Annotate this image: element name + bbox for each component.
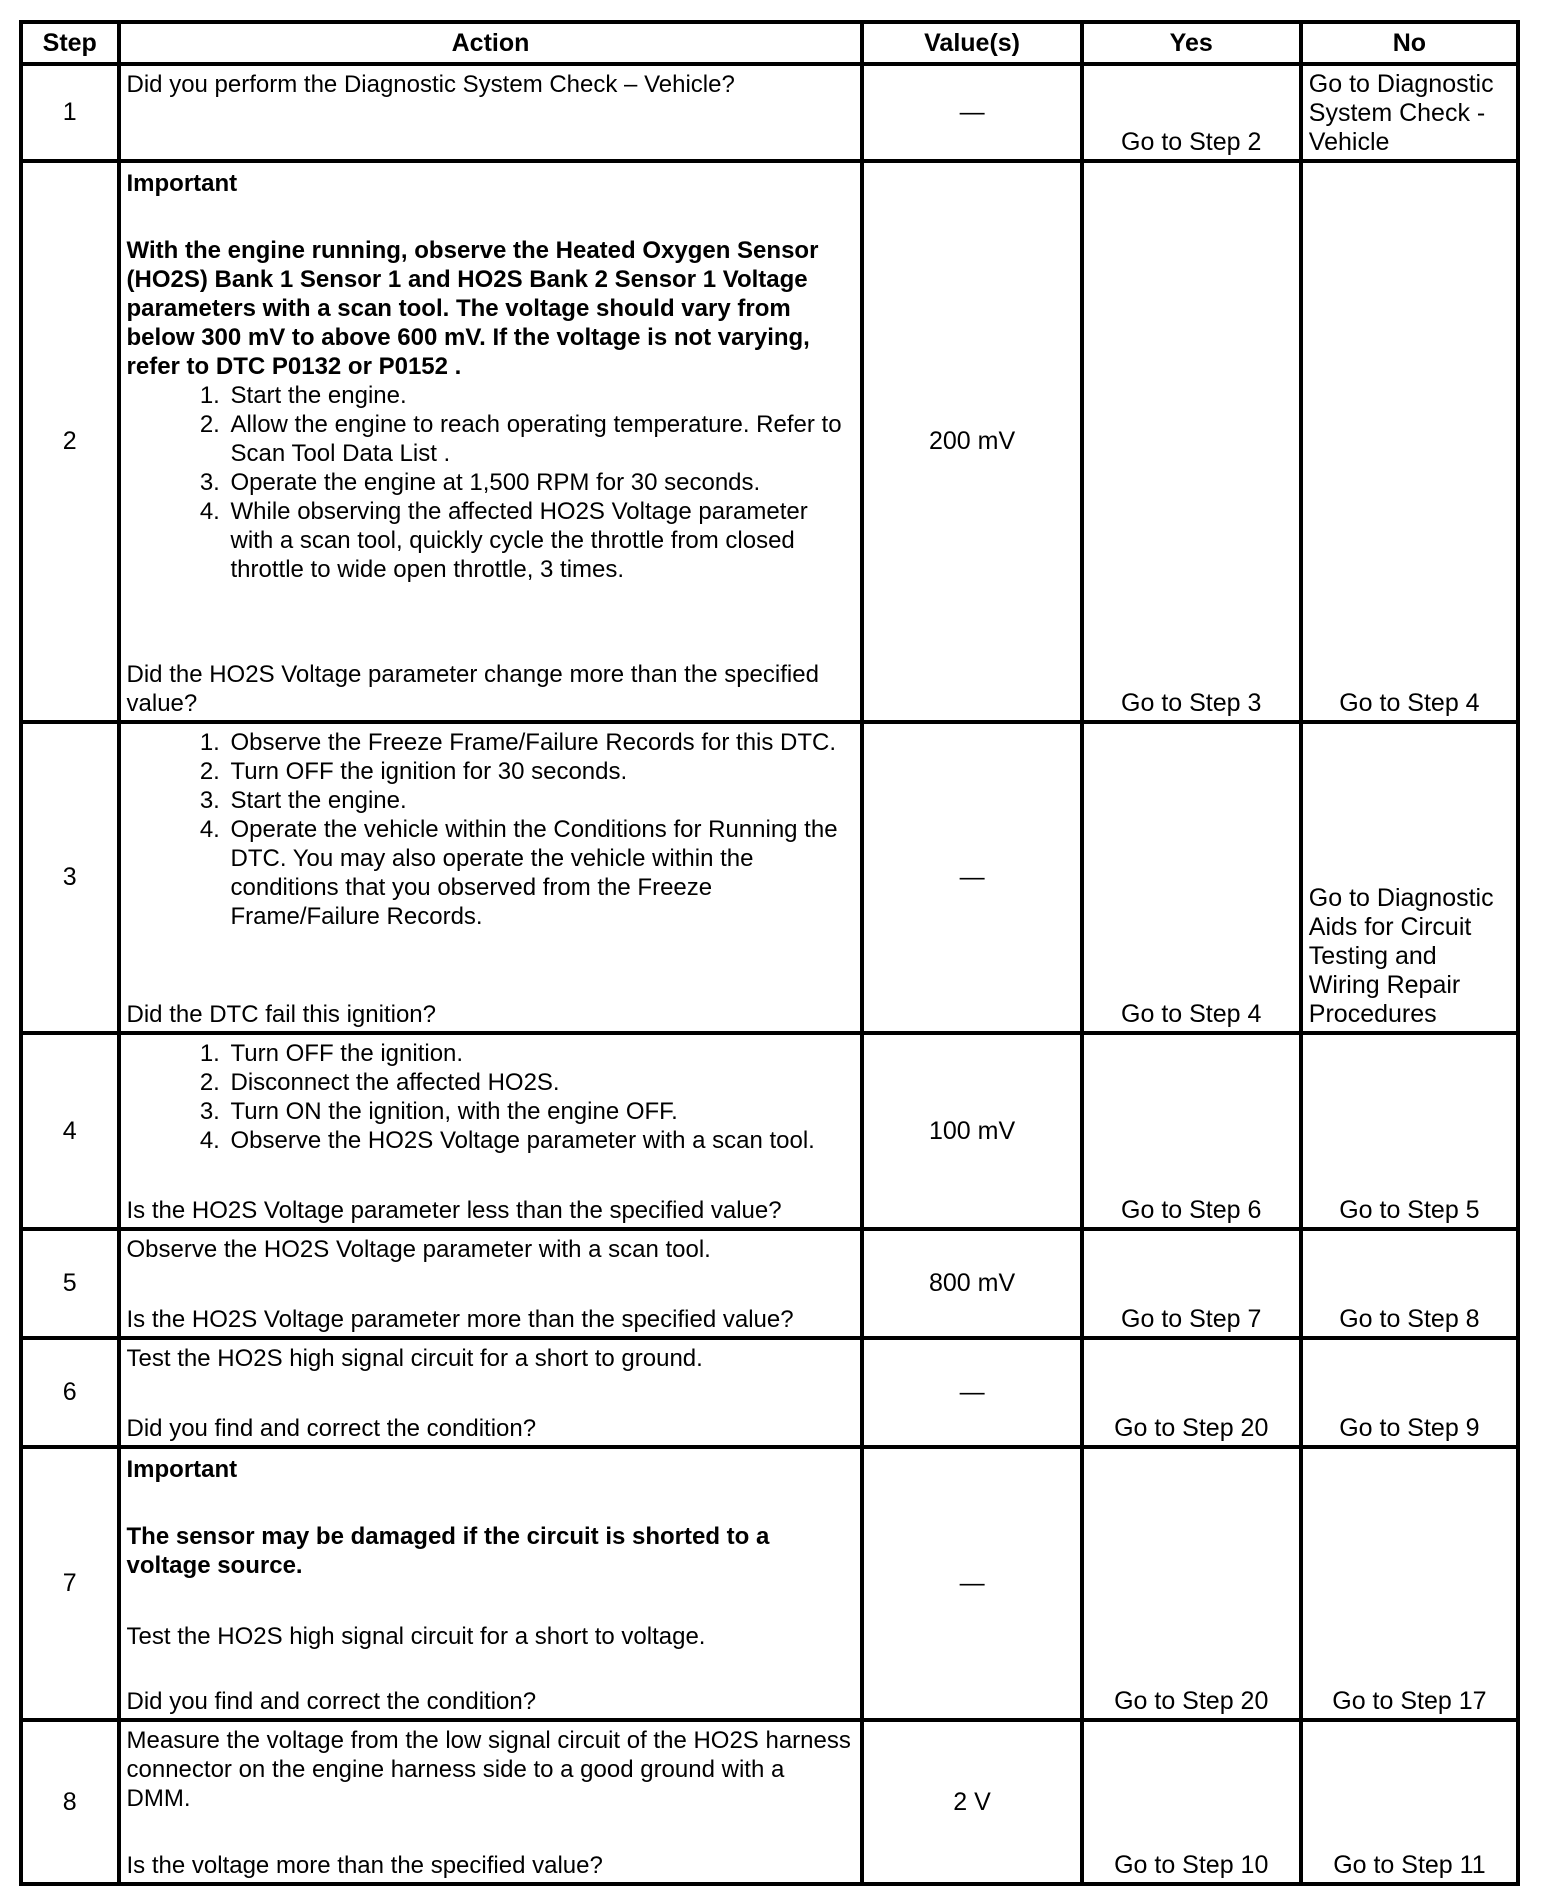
step-number: 1	[21, 64, 119, 161]
question-text: Did the HO2S Voltage parameter change more than the specified value?	[126, 661, 819, 717]
no-text: Go to Step 8	[1339, 1305, 1480, 1333]
yes-cell	[1082, 1720, 1301, 1884]
no-text: Go to Step 11	[1333, 1851, 1486, 1879]
yes-cell	[1082, 64, 1301, 161]
value-cell: 100 mV	[862, 1033, 1081, 1229]
step-number: 2	[21, 161, 119, 722]
header-yes: Yes	[1082, 22, 1301, 64]
list-item: 4. While observing the affected HO2S Voltage parameter with a scan tool, quickly cycle the throttle from closed throttle to wide open throttle, 3 times.	[227, 497, 855, 584]
yes-cell	[1082, 722, 1301, 1033]
action-text: Test the HO2S high signal circuit for a short to voltage.	[126, 1623, 706, 1650]
list-item: 1. Observe the Freeze Frame/Failure Records for this DTC.	[227, 728, 855, 757]
important-title: Important	[126, 1456, 238, 1483]
header-values: Value(s)	[862, 22, 1081, 64]
action-cell	[119, 1229, 863, 1338]
no-cell	[1301, 722, 1518, 1033]
action-cell	[119, 1720, 863, 1884]
list-item: 4. Observe the HO2S Voltage parameter with a scan tool.	[227, 1126, 855, 1155]
no-text: Go to Diagnostic Aids for Circuit Testing and Wiring Repair Procedures	[1308, 884, 1494, 1028]
no-text: Go to Step 17	[1332, 1687, 1487, 1715]
yes-text: Go to Step 3	[1121, 689, 1262, 717]
value-cell: —	[862, 722, 1081, 1033]
value-cell: —	[862, 1338, 1081, 1447]
action-cell	[119, 64, 863, 161]
list-item: 3. Start the engine.	[227, 786, 855, 815]
step-number: 8	[21, 1720, 119, 1884]
no-cell	[1301, 1229, 1518, 1338]
table-row	[21, 64, 1518, 161]
value-cell: —	[862, 64, 1081, 161]
action-cell	[119, 722, 863, 1033]
yes-text: Go to Step 10	[1114, 1851, 1269, 1879]
table-row	[21, 1447, 1518, 1720]
no-text: Go to Step 9	[1339, 1414, 1480, 1442]
procedure-list	[127, 1039, 855, 1155]
yes-text: Go to Step 7	[1121, 1305, 1262, 1333]
question-text: Is the HO2S Voltage parameter more than the specified value?	[126, 1306, 794, 1333]
action-cell	[119, 1338, 863, 1447]
yes-text: Go to Step 20	[1114, 1687, 1269, 1715]
list-item: 3. Operate the engine at 1,500 RPM for 30 seconds.	[227, 468, 855, 497]
important-title: Important	[126, 170, 238, 197]
no-cell	[1301, 1447, 1518, 1720]
yes-text: Go to Step 2	[1121, 128, 1262, 156]
no-text: Go to Step 5	[1339, 1196, 1480, 1224]
action-text: Test the HO2S high signal circuit for a short to ground.	[126, 1345, 703, 1372]
diagnostic-table	[19, 20, 1520, 1886]
value-cell: 2 V	[862, 1720, 1081, 1884]
action-cell	[119, 1447, 863, 1720]
value-cell: 800 mV	[862, 1229, 1081, 1338]
table-row	[21, 1033, 1518, 1229]
step-number: 6	[21, 1338, 119, 1447]
yes-cell	[1082, 1338, 1301, 1447]
yes-cell	[1082, 1229, 1301, 1338]
question-text: Did you find and correct the condition?	[126, 1415, 537, 1442]
action-cell	[119, 1033, 863, 1229]
step-number: 3	[21, 722, 119, 1033]
step-number: 4	[21, 1033, 119, 1229]
step-number: 7	[21, 1447, 119, 1720]
list-item: 2. Allow the engine to reach operating temperature. Refer to Scan Tool Data List .	[227, 410, 855, 468]
step-number: 5	[21, 1229, 119, 1338]
question-text: Did you find and correct the condition?	[126, 1688, 537, 1715]
yes-text: Go to Step 20	[1114, 1414, 1269, 1442]
important-text: The sensor may be damaged if the circuit is shorted to a voltage source.	[126, 1523, 770, 1579]
table-row	[21, 722, 1518, 1033]
list-item: 3. Turn ON the ignition, with the engine OFF.	[227, 1097, 855, 1126]
no-cell	[1301, 1033, 1518, 1229]
yes-cell	[1082, 1447, 1301, 1720]
table-row	[21, 161, 1518, 722]
no-cell	[1301, 1720, 1518, 1884]
header-action: Action	[119, 22, 863, 64]
yes-cell	[1082, 161, 1301, 722]
action-cell	[119, 161, 863, 722]
yes-cell	[1082, 1033, 1301, 1229]
list-item: 4. Operate the vehicle within the Conditions for Running the DTC. You may also operate the vehicle within the conditions that you observed from the Freeze Frame/Failure Records.	[227, 815, 855, 931]
header-step: Step	[21, 22, 119, 64]
procedure-list	[127, 381, 855, 584]
action-text: Measure the voltage from the low signal circuit of the HO2S harness connector on the engine harness side to a good ground with a DMM.	[126, 1727, 851, 1812]
no-cell	[1301, 64, 1518, 161]
yes-text: Go to Step 4	[1121, 1000, 1262, 1028]
table-row	[21, 1720, 1518, 1884]
value-cell: 200 mV	[862, 161, 1081, 722]
no-text: Go to Diagnostic System Check - Vehicle	[1308, 70, 1494, 156]
list-item: 2. Turn OFF the ignition for 30 seconds.	[227, 757, 855, 786]
yes-text: Go to Step 6	[1121, 1196, 1262, 1224]
list-item: 2. Disconnect the affected HO2S.	[227, 1068, 855, 1097]
no-cell	[1301, 161, 1518, 722]
no-cell	[1301, 1338, 1518, 1447]
table-row	[21, 1338, 1518, 1447]
action-text: Observe the HO2S Voltage parameter with a scan tool.	[126, 1236, 711, 1263]
value-cell: —	[862, 1447, 1081, 1720]
list-item: 1. Turn OFF the ignition.	[227, 1039, 855, 1068]
no-text: Go to Step 4	[1339, 689, 1480, 717]
header-no: No	[1301, 22, 1518, 64]
question-text: Did the DTC fail this ignition?	[126, 1001, 436, 1028]
list-item: 1. Start the engine.	[227, 381, 855, 410]
table-row	[21, 1229, 1518, 1338]
procedure-list	[127, 728, 855, 931]
action-text: Did you perform the Diagnostic System Check – Vehicle?	[126, 71, 735, 98]
header-row	[21, 22, 1518, 64]
question-text: Is the voltage more than the specified value?	[126, 1852, 603, 1879]
question-text: Is the HO2S Voltage parameter less than the specified value?	[126, 1197, 782, 1224]
important-text: With the engine running, observe the Heated Oxygen Sensor (HO2S) Bank 1 Sensor 1 and HO2S Bank 2 Sensor 1 Voltage parameters with a scan tool. The voltage should vary from below 300 mV to above 600 mV. If the voltage is not varying, refer to DTC P0132 or P0152 .	[126, 237, 819, 380]
